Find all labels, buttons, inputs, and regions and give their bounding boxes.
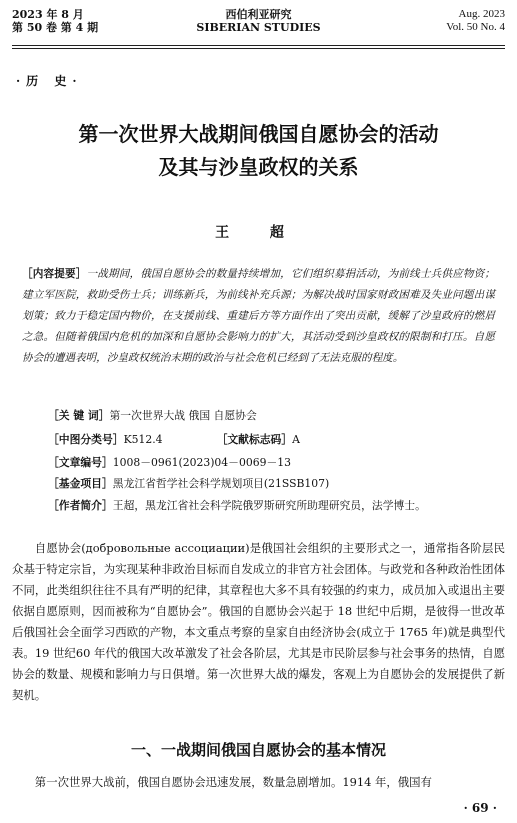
classification-row	[48, 433, 499, 447]
author-bio-row	[48, 499, 499, 513]
title-line-2: 及其与沙皇政权的关系	[158, 155, 359, 179]
title-line-1: 第一次世界大战期间俄国自愿协会的活动	[78, 122, 439, 146]
keywords-label: ［关 键 词］	[48, 409, 110, 422]
clc-value: K512.4	[123, 433, 163, 446]
author-bio-value: 王超，黑龙江省社会科学院俄罗斯研究所助理研究员，法学博士。	[112, 499, 426, 512]
article-title	[10, 118, 507, 184]
author-name: 王 超	[215, 225, 302, 241]
doc-code-label: ［文献标志码］	[216, 433, 293, 446]
abstract-label: ［内容提要］	[22, 268, 87, 280]
issue-date-en: Aug. 2023	[458, 8, 505, 20]
issue-date-en-block	[446, 8, 505, 34]
section-label: ·历 史·	[16, 74, 83, 88]
journal-name-en: SIBERIAN STUDIES	[196, 21, 321, 34]
keywords-value: 第一次世界大战 俄国 自愿协会	[109, 409, 257, 422]
journal-name-cn: 西伯利亚研究	[225, 8, 292, 21]
fund-row	[48, 477, 499, 491]
clc-label: ［中图分类号］	[48, 433, 124, 446]
keywords-row	[48, 409, 499, 423]
doc-code-value: A	[292, 433, 300, 446]
article-number-row	[48, 456, 499, 470]
author-bio-label: ［作者简介］	[48, 499, 113, 512]
article-number-label: ［文章编号］	[48, 456, 113, 469]
abstract	[22, 264, 495, 369]
volume-issue-en: Vol. 50 No. 4	[446, 21, 505, 33]
section-1-paragraph: 第一次世界大战前，俄国自愿协会迅速发展，数量急剧增加。1914 年，俄国有	[34, 775, 432, 789]
header-rule-top	[12, 45, 505, 46]
volume-issue: 第 50 卷 第 4 期	[12, 21, 99, 34]
fund-label: ［基金项目］	[48, 477, 113, 490]
issue-date: 2023 年 8 月	[12, 8, 84, 21]
page-number: · 69 ·	[463, 801, 497, 815]
intro-paragraph: 自愿协会(добровольные ассоциации)是俄国社会组织的主要形式之一，通常指各阶层民众基于特定宗旨，为实现某种非政治目标而自发成立的非官方社会团体。与政党和各种政治性团体不同，此类组织往往不具有严明的纪律，其章程也大多不具有较强的约束力，成员加入或退出主要依据自愿原则，因而被称为“自愿协会”。俄国的自愿协会兴起于 18 世纪中后期，是彼得一世改革后俄国社会全面学习西欧的产物，本文重点考察的皇家自由经济协会(成立于 1765 年)就是典型代表。19 世纪60 年代的俄国大改革激发了社会各阶层，尤其是市民阶层参与社会事务的热情，自愿协会的数量、规模和影响力与日俱增。第一次世界大战的爆发，客观上为自愿协会的发展提供了新契机。	[12, 541, 505, 702]
journal-name-block	[12, 8, 505, 34]
section-1-heading: 一、一战期间俄国自愿协会的基本情况	[130, 741, 386, 759]
abstract-text: 一战期间，俄国自愿协会的数量持续增加，它们组织募捐活动，为前线士兵供应物资；建立军医院，救助受伤士兵；训练新兵，为前线补充兵源；为解决战时国家财政困难及失业问题出谋划策；致力于稳定国内物价，在支援前线、重建后方等方面作出了突出贡献，缓解了沙皇政府的燃眉之急。但随着俄国内危机的加深和自愿协会影响力的扩大，其活动受到沙皇政权的限制和打压。自愿协会的遭遇表明，沙皇政权统治末期的政治与社会危机已经到了无法克服的程度。	[22, 268, 496, 364]
page-header	[12, 8, 505, 42]
header-rule-bottom	[12, 48, 505, 49]
article-number-value: 1008－0961(2023)04－0069－13	[112, 456, 291, 469]
fund-value: 黑龙江省哲学社会科学规划项目(21SSB107)	[112, 477, 330, 490]
